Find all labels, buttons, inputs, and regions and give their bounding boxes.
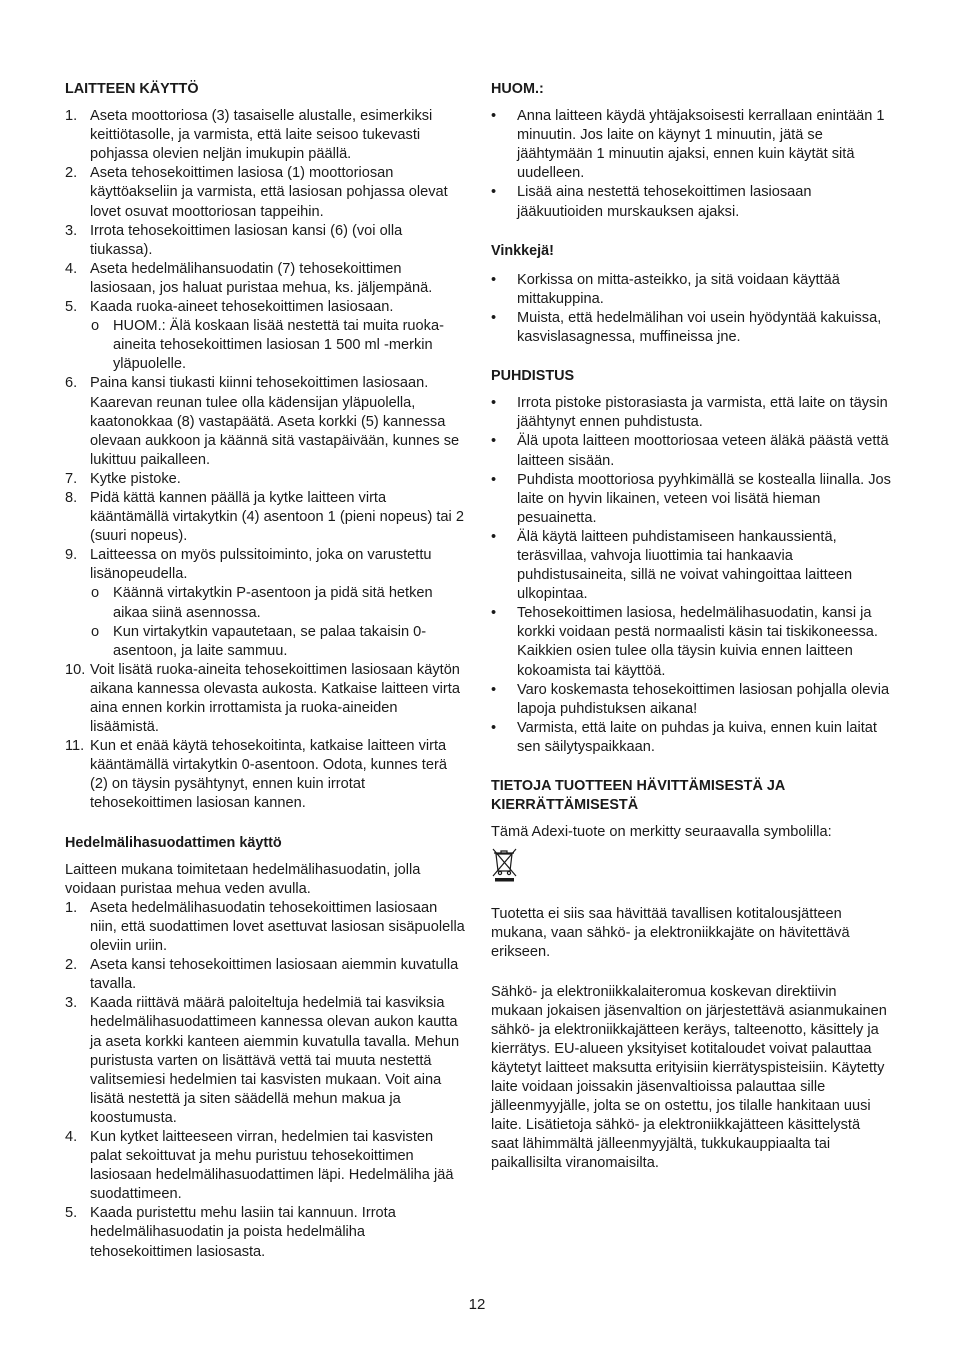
list-item (65, 661, 467, 737)
list-item (65, 899, 467, 956)
item-number: 2. (65, 165, 78, 182)
bullet-marker: • (491, 433, 497, 450)
item-number: 2. (65, 957, 78, 974)
bullet-item (491, 309, 891, 347)
item-text: Kaada riittävä määrä paloiteltuja hedelmiä tai kasviksia hedelmälihasuodattimeen kannessa olevan aukon kautta ja aseta korkki kanteen aiemmin kuvatulla tavalla. Mehun puristusta varten on lisättävä vettä tai muuta nestettä valitsemiesi hedelmien tai kasvisten mukaan. Voit aina lisätä nestettä ja siten säädellä mehun makua ja koostumusta. (90, 995, 460, 1126)
bullet-marker: • (491, 309, 497, 326)
heading-filter-use: Hedelmälihasuodattimen käyttö (65, 834, 282, 851)
tips-list (491, 271, 891, 347)
cleaning-list (491, 394, 891, 757)
sub-list (90, 317, 467, 374)
bullet-marker: • (491, 471, 497, 488)
list-item (65, 546, 467, 661)
item-text: Aseta hedelmälihansuodatin (7) tehosekoittimen lasiosaan, jos haluat puristaa mehua, ks. jäljempänä. (90, 260, 433, 296)
item-text: Pidä kättä kannen päällä ja kytke laitteen virta kääntämällä virtakytkin (4) asentoon 1 (pieni nopeus) tai 2 (suuri nopeus). (90, 489, 464, 545)
bullet-text: Lisää aina nestettä tehosekoittimen lasiosaan jääkuutioiden murskauksen ajaksi. (517, 184, 812, 220)
item-text: Kaada puristettu mehu lasiin tai kannuun. Irrota hedelmälihasuodatin ja poista hedelmäliha tehosekoittimen lasiosasta. (90, 1205, 396, 1260)
bullet-item (491, 107, 891, 183)
item-number: 9. (65, 547, 78, 564)
disposal-paragraph-2: Sähkö- ja elektroniikkalaiteromua koskevan direktiivin mukaan jokaisen jäsenvaltion on järjestettävä asianmukainen sähkö- ja elektroniikkajätteen keräys, talteenotto, käsittely ja kierrätys. EU-alueen yksityiset kotitaloudet voivat palauttaa käytetyt laitteet maksutta erityisiin kierrätyspisteisiin. Käytetty laite voidaan joissakin jäsenvaltioissa palauttaa sille jälleenmyyjälle, jolta se on ostettu, jos tilalle hankitaan uusi laite. Lisätietoja sähkö- ja elektroniikkajätteen käsittelystä saat lähimmältä jälleenmyyjältä, tukkukauppiaalta tai paikallisilta viranomaisilta. (491, 983, 887, 1172)
bullet-marker: • (491, 605, 497, 622)
bullet-text: Irrota pistoke pistorasiasta ja varmista, että laite on täysin jäähtynyt ennen puhdistusta. (517, 395, 888, 431)
item-number: 6. (65, 375, 78, 392)
disposal-paragraph-1: Tuotetta ei siis saa hävittää tavallisen kotitalousjätteen mukana, vaan sähkö- ja elektroniikkajäte on hävitettävä erikseen. (491, 906, 850, 961)
bullet-marker: • (491, 184, 497, 201)
item-text: Aseta tehosekoittimen lasiosa (1) moottoriosan käyttöakseliin ja varmista, että lasiosan pohjassa olevat lovet osuvat moottoriosan tappeihin. (90, 165, 448, 220)
item-text: Aseta hedelmälihasuodatin tehosekoittimen lasiosaan niin, että suodattimen lovet asettuvat lasiosan sisäpuolella oleviin uriin. (90, 899, 465, 955)
page-number: 12 (468, 1296, 486, 1313)
list-item (65, 222, 467, 260)
item-number: 1. (65, 108, 78, 125)
bullet-marker: • (491, 108, 497, 125)
bullet-item (491, 183, 891, 221)
sub-list-item (90, 584, 467, 622)
item-number: 8. (65, 489, 78, 506)
item-number: 5. (65, 1205, 78, 1222)
sub-item-marker: o (91, 623, 100, 640)
item-number: 4. (65, 1128, 78, 1145)
bullet-marker: • (491, 395, 497, 412)
bullet-text: Varo koskemasta tehosekoittimen lasiosan pohjalla olevia lapoja puhdistuksen aikana! (517, 681, 890, 717)
bullet-marker: • (491, 681, 497, 698)
heading-cleaning: PUHDISTUS (491, 368, 575, 385)
item-number: 3. (65, 995, 78, 1012)
list-item (65, 470, 467, 489)
item-text: Laitteessa on myös pulssitoiminto, joka on varustettu lisänopeudella. (90, 547, 432, 583)
bullet-text: Korkissa on mitta-asteikko, ja sitä voidaan käyttää mittakuppina. (517, 271, 840, 307)
bullet-item (491, 604, 891, 680)
heading-disposal: TIETOJA TUOTTEEN HÄVITTÄMISESTÄ JA KIERRÄTTÄMISESTÄ (491, 778, 785, 814)
list-item (65, 374, 467, 469)
item-text: Aseta kansi tehosekoittimen lasiosaan aiemmin kuvatulla tavalla. (90, 957, 459, 993)
bullet-item (491, 471, 891, 528)
sub-item-text: Kun virtakytkin vapautetaan, se palaa takaisin 0-asentoon, ja laite sammuu. (113, 623, 427, 659)
bullet-item (491, 719, 891, 757)
list-item (65, 1128, 467, 1204)
bullet-text: Älä käytä laitteen puhdistamiseen hankaussientä, teräsvillaa, vahvoja liuottimia tai hankaavia puhdistusaineita, sillä ne voivat vahingoittaa laitteen ulkopintaa. (517, 528, 853, 603)
item-text: Kaada ruoka-aineet tehosekoittimen lasiosaan. (90, 299, 394, 316)
item-number: 4. (65, 260, 78, 277)
list-item (65, 260, 467, 298)
item-text: Kun kytket laitteeseen virran, hedelmien tai kasvisten palat sekoittuvat ja mehu puristuu tehosekoittimen lasiosaan hedelmälihasuodattimen läpi. Hedelmäliha jää suodattimeen. (90, 1128, 454, 1203)
sub-list-item (90, 623, 467, 661)
list-item (65, 107, 467, 164)
item-number: 5. (65, 299, 78, 316)
item-number: 7. (65, 470, 78, 487)
bullet-item (491, 271, 891, 309)
list-item (65, 956, 467, 994)
filter-steps-list (65, 899, 467, 1262)
item-text: Kun et enää käytä tehosekoitinta, katkaise laitteen virta kääntämällä virtakytkin 0-asentoon. Odota, kunnes terä (2) on täysin pysähtynyt, ennen kuin irrotat tehosekoittimen lasiosan kannen. (90, 738, 447, 812)
item-number: 11. (65, 738, 85, 755)
item-number: 1. (65, 899, 78, 916)
bullet-text: Älä upota laitteen moottoriosaa veteen äläkä päästä vettä laitteen sisään. (517, 433, 889, 469)
bullet-text: Varmista, että laite on puhdas ja kuiva, ennen kuin laitat sen säilytyspaikkaan. (517, 719, 877, 755)
bullet-text: Muista, että hedelmälihan voi usein hyödyntää kakuissa, kasvislasagnessa, muffineissa jne. (517, 309, 882, 346)
sub-item-marker: o (91, 585, 100, 602)
sub-item-text: HUOM.: Älä koskaan lisää nestettä tai muita ruoka-aineita tehosekoittimen lasiosan 1 500 ml -merkin yläpuolelle. (113, 318, 444, 373)
item-number: 3. (65, 222, 78, 239)
bullet-text: Anna laitteen käydä yhtäjaksoisesti kerrallaan enintään 1 minuutin. Jos laite on käynyt 1 minuutin, jätä se jäähtymään 1 minuutin ajaksi, ennen kuin käytät sitä uudelleen. (517, 108, 885, 182)
heading-device-use: LAITTEEN KÄYTTÖ (65, 81, 199, 97)
bullet-text: Tehosekoittimen lasiosa, hedelmälihasuodatin, kansi ja korkki voidaan pestä normaalisti käsin tai tiskikoneessa. Kaikkien osien tulee olla täysin kuivia ennen laitteen kokoamista tai käyttöä. (517, 605, 878, 679)
bullet-marker: • (491, 719, 497, 736)
note-list (491, 107, 891, 222)
sub-list (90, 584, 467, 660)
right-column (491, 80, 891, 1174)
left-column (65, 80, 467, 1262)
item-number: 10. (65, 661, 86, 678)
bullet-marker: • (491, 528, 497, 545)
item-text: Voit lisätä ruoka-aineita tehosekoittimen lasiosaan käytön aikana kannessa olevasta aukosta. Katkaise laitteen virta aina ennen korkin irrottamista ja ruoka-aineiden lisäämistä. (90, 661, 460, 736)
bullet-text: Puhdista moottoriosa pyyhkimällä se kostealla liinalla. Jos laite on hyvin likainen, veteen voi lisätä hieman pesuainetta. (517, 471, 891, 526)
list-item (65, 489, 467, 546)
list-item (65, 1204, 467, 1261)
sub-item-text: Käännä virtakytkin P-asentoon ja pidä sitä hetken aikaa siinä asennossa. (113, 585, 433, 621)
item-text: Paina kansi tiukasti kiinni tehosekoittimen lasiosaan. Kaarevan reunan tulee olla kädensijan yläpuolella, kaatonokkaa (8) vastapäätä. Aseta korkki (5) kannessa olevaan aukkoon ja käännä sitä vastapäivään, kunnes se lukittuu paikalleen. (90, 375, 460, 468)
bullet-item (491, 681, 891, 719)
item-text: Irrota tehosekoittimen lasiosan kansi (6) (voi olla tiukassa). (90, 222, 403, 258)
bullet-marker: • (491, 271, 497, 288)
item-text: Aseta moottoriosa (3) tasaiselle alustalle, esimerkiksi keittiötasolle, ja varmista, että laite seisoo tukevasti pohjassa olevien neljän imukupin päällä. (90, 108, 433, 163)
list-item (65, 164, 467, 221)
list-item (65, 994, 467, 1128)
heading-tips: Vinkkejä! (491, 242, 554, 259)
use-steps-list (65, 107, 467, 813)
heading-note: HUOM.: (491, 81, 544, 97)
bullet-item (491, 394, 891, 432)
sub-list-item (90, 317, 467, 374)
filter-intro: Laitteen mukana toimitetaan hedelmälihasuodatin, jolla voidaan puristaa mehua veden avulla. (65, 861, 421, 897)
bullet-item (491, 432, 891, 470)
list-item (65, 298, 467, 374)
list-item (65, 737, 467, 813)
item-text: Kytke pistoke. (90, 470, 181, 487)
bullet-item (491, 528, 891, 604)
sub-item-marker: o (91, 318, 100, 335)
crossed-out-wheelie-bin-icon (491, 846, 519, 882)
disposal-intro: Tämä Adexi-tuote on merkitty seuraavalla symbolilla: (491, 824, 832, 841)
